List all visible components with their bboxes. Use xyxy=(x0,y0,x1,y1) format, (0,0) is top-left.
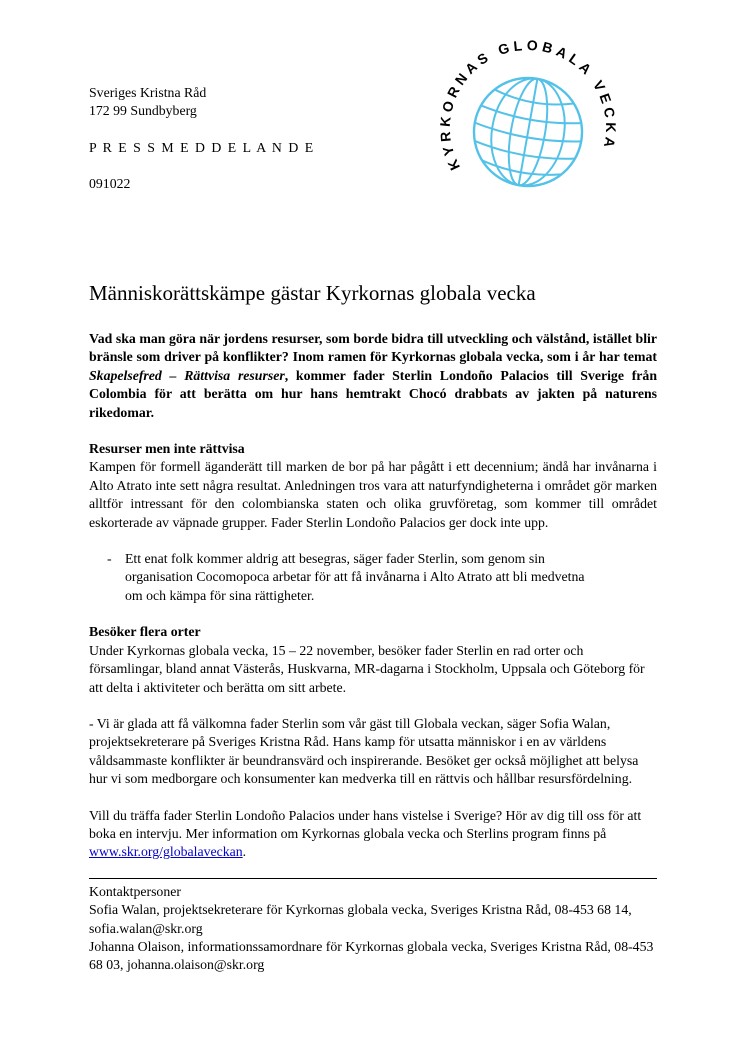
contact-invitation-paragraph xyxy=(89,807,657,862)
contact-line-sofia: Sofia Walan, projektsekreterare för Kyrkornas globala vecka, Sveriges Kristna Råd, 08-453 68 14, sofia.walan@skr.org xyxy=(89,902,632,936)
website-link[interactable]: www.skr.org/globalaveckan xyxy=(89,844,243,860)
quote-text: Ett enat folk kommer aldrig att besegras, säger fader Sterlin, som genom sin organisation Cocomopoca arbetar för att få invånarna i Alto Atrato att bli medvetna om och kämpa för sina rättigheter. xyxy=(125,551,585,603)
intro-text-before: Vad ska man göra när jordens resurser, som borde bidra till utveckling och välstånd, istället blir bränsle som driver på konflikter? Inom ramen för Kyrkornas globala vecka, som i år har temat xyxy=(89,331,657,365)
contact-line-johanna: Johanna Olaison, informationssamordnare för Kyrkornas globala vecka, Sveriges Kristna Råd, 08-453 68 03, johanna.olaison@skr.org xyxy=(89,938,654,973)
sender-org: Sveriges Kristna Råd xyxy=(89,85,207,100)
quote-dash: - xyxy=(107,551,112,567)
invitation-text-before: Vill du träffa fader Sterlin Londoño Palacios under hans vistelse i Sverige? Hör av dig till oss för att boka en intervju. Mer information om Kyrkornas globala vecka och Sterlins program finns på xyxy=(89,807,642,841)
page-title: Människorättskämpe gästar Kyrkornas globala vecka xyxy=(89,281,536,305)
invitation-text-after: . xyxy=(242,844,247,860)
intro-paragraph xyxy=(89,330,657,422)
sender-block xyxy=(89,84,657,120)
section-heading-visits: Besöker flera orter xyxy=(89,624,201,640)
document-date: 091022 xyxy=(89,176,131,191)
logo-circular-text: KYRKORNAS GLOBALA VECKA xyxy=(436,36,620,173)
section1-paragraph: Kampen för formell äganderätt till marken de bor på har pågått i ett decennium; ändå har invånarna i Alto Atrato inte sett några resultat. Anledningen tros vara att naturfyndigheterna i området gör marken alltför intressant för den colombianska staten och olika gruvföretag, som kommer till området eskorterade av väpnade grupper. Fader Sterlin Londoño Palacios ger dock inte upp. xyxy=(89,459,657,530)
intro-theme-emphasis: Skapelsefred – Rättvisa resurser xyxy=(89,367,285,383)
intro-text-after: , kommer fader Sterlin Londoño Palacios till Sverige från Colombia för att berätta om hur hans hemtrakt Chocó drabbats av jakten på naturens rikedomar. xyxy=(89,367,657,420)
section2-paragraph: Under Kyrkornas globala vecka, 15 – 22 november, besöker fader Sterlin en rad orter och församlingar, bland annat Västerås, Huskvarna, MR-dagarna i Stockholm, Uppsala och Göteborg för att delta i aktiviteter och berätta om sitt arbete. xyxy=(89,642,645,695)
contacts-heading: Kontaktpersoner xyxy=(89,883,181,899)
statement-paragraph: - Vi är glada att få välkomna fader Sterlin som vår gäst till Globala veckan, säger Sofia Walan, projektsekreterare på Sveriges Kristna Råd. Hans kamp för utsatta människor i en av världens våldsammaste konflikter är beundransvärd och inspirerande. Besöket ger också möjlighet att belysa hur vi som medborgare och konsumenter kan medverka till en rättvis och hållbar resursfördelning. xyxy=(89,715,639,787)
quote-block xyxy=(89,550,657,605)
press-release-label: P R E S S M E D D E L A N D E xyxy=(89,140,315,155)
sender-address: 172 99 Sundbyberg xyxy=(89,103,197,118)
section-heading-resources: Resurser men inte rättvisa xyxy=(89,441,245,457)
footer-contacts xyxy=(89,883,657,975)
divider-line xyxy=(89,878,657,879)
